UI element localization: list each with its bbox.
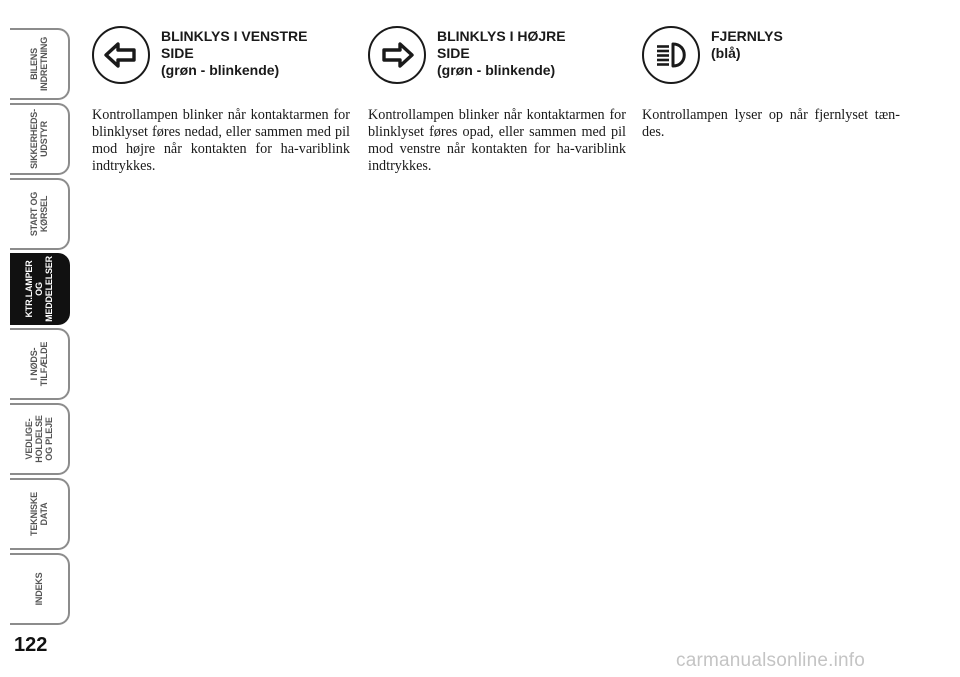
heading-line: (grøn - blinkende) (161, 62, 280, 78)
tab-indeks[interactable] (10, 553, 70, 625)
section-heading (711, 28, 901, 62)
heading-line: SIDE (437, 45, 470, 61)
tab-tekniske-data[interactable] (10, 478, 70, 550)
left-arrow-icon (92, 26, 150, 84)
tab-ktr-lamper-og-meddelelser[interactable] (10, 253, 70, 325)
tab-i-nodstilfaelde[interactable] (10, 328, 70, 400)
heading-line: BLINKLYS I VENSTRE (161, 28, 308, 44)
tab-start-og-korsel[interactable] (10, 178, 70, 250)
tab-bilens-indretning[interactable] (10, 28, 70, 100)
tab-vedligeholdelse-og-pleje[interactable] (10, 403, 70, 475)
heading-line: SIDE (161, 45, 194, 61)
tab-label: TEKNISKE DATA (29, 492, 49, 536)
section-body: Kontrollampen blinker når kontaktarmen for blinklyset føres nedad, eller sammen med pil mod højre når kontakten for ha-variblink indtrykkes. (92, 107, 350, 174)
section-body: Kontrollampen lyser op når fjernlyset tæn-des. (642, 107, 900, 140)
section-body: Kontrollampen blinker når kontaktarmen for blinklyset føres opad, eller sammen med pil mod venstre når kontakten for ha-variblink indtrykkes. (368, 107, 626, 174)
heading-line: FJERNLYS (711, 28, 783, 44)
heading-line: (grøn - blinkende) (437, 62, 556, 78)
tab-sikkerhedsudstyr[interactable] (10, 103, 70, 175)
high-beam-icon (642, 26, 700, 84)
tab-label: I NØDS- TILFÆLDE (29, 341, 49, 387)
section-heading (437, 28, 627, 79)
tab-label: KTR.LAMPER OG MEDDELELSER (24, 256, 54, 322)
chapter-tabs (0, 28, 72, 628)
heading-line: (blå) (711, 45, 741, 61)
tab-label: BILENS INDRETNING (29, 37, 49, 91)
tab-label: VEDLIGE- HOLDELSE OG PLEJE (24, 415, 54, 463)
tab-label: START OG KØRSEL (29, 191, 49, 237)
heading-line: BLINKLYS I HØJRE (437, 28, 566, 44)
section-heading (161, 28, 351, 79)
right-arrow-icon (368, 26, 426, 84)
page-number: 122 (14, 634, 48, 656)
tab-label: SIKKERHEDS- UDSTYR (29, 109, 49, 169)
tab-label: INDEKS (34, 572, 44, 606)
watermark: carmanualsonline.info (676, 650, 866, 671)
